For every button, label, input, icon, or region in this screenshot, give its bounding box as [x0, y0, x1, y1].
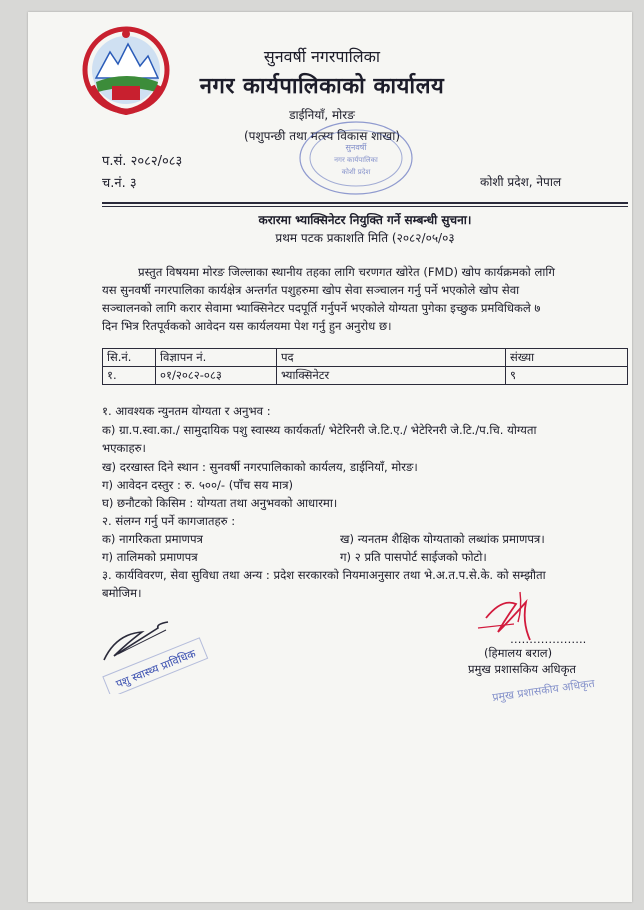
documents-heading: २. संलग्न गर्नु पर्ने कागजातहरु : — [102, 514, 236, 528]
notice-body — [102, 263, 638, 335]
document-item: क) नागरिकता प्रमाणपत्र — [102, 532, 203, 546]
notice-body-line: प्रस्तुत विषयमा मोरङ जिल्लाका स्थानीय तहका लागि चरणगत खोरेत (FMD) खोप कार्यक्रमको लागि — [138, 265, 555, 279]
svg-text:सुनवर्षी: सुनवर्षी — [345, 143, 367, 152]
signatory-name: (हिमालय बराल) — [484, 646, 553, 660]
header-divider-thin — [102, 206, 628, 207]
publication-date: प्रथम पटक प्रकाशति मिति (२०८२/०५/०३ — [275, 231, 455, 245]
technician-stamp-icon — [96, 604, 216, 694]
header-divider — [102, 202, 628, 204]
province-label: कोशी प्रदेश, नेपाल — [480, 175, 562, 189]
office-seal-stamp-icon — [296, 118, 416, 198]
notice-subject: करारमा भ्याक्सिनेटर नियुक्ति गर्ने सम्बन्धी सुचना। — [258, 213, 472, 227]
signatory-title: प्रमुख प्रशासकिय अधिकृत — [468, 662, 576, 676]
document-item: ग) तालिमको प्रमाणपत्र — [102, 550, 198, 564]
dispatch-number: च.नं. ३ — [102, 176, 137, 191]
application-fee: ग) आवेदन दस्तुर : रु. ५००/- (पाँच सय मात्र) — [102, 478, 294, 492]
table-header-row — [103, 349, 628, 367]
terms-line: ३. कार्यविवरण, सेवा सुविधा तथा अन्य : प्रदेश सरकारको नियमाअनुसार तथा भे.अ.त.प.से.के. को सम्झौता — [102, 568, 546, 582]
cell-serial: १. — [103, 367, 156, 385]
svg-text:कोशी प्रदेश: कोशी प्रदेश — [341, 168, 371, 176]
cell-count: ९ — [506, 367, 628, 385]
municipality-name: सुनवर्षी नगरपालिका — [263, 47, 381, 66]
branch-name: (पशुपन्छी तथा मत्स्य विकास शाखा) — [243, 129, 401, 143]
notice-body-line: यस सुनवर्षी नगरपालिका कार्यक्षेत्र अन्तर्गत पशुहरुमा खोप सेवा सञ्चालन गर्नु पर्ने भएकोले खोप सेवा — [102, 283, 520, 297]
qualification-line: भएकाहरु। — [102, 441, 146, 455]
cell-post: भ्याक्सिनेटर — [277, 367, 506, 385]
document-item: ग) २ प्रति पासपोर्ट साईजको फोटो। — [340, 550, 487, 564]
svg-text:पशु स्वास्थ्य प्राविधिक: पशु स्वास्थ्य प्राविधिक — [114, 647, 198, 691]
qualification-heading: १. आवश्यक न्युनतम योग्यता र अनुभव : — [102, 404, 271, 418]
col-serial: सि.नं. — [103, 349, 156, 367]
terms-line: बमोजिम। — [102, 586, 142, 600]
svg-text:प्रमुख प्रशासकीय अधिकृत: प्रमुख प्रशासकीय अधिकृत — [491, 676, 596, 705]
col-count: संख्या — [506, 349, 628, 367]
document-item: ख) न्यनतम शैक्षिक योग्यताको लब्धांक प्रमाणपत्र। — [340, 532, 545, 546]
col-post: पद — [277, 349, 506, 367]
svg-text:नगर कार्यपालिका: नगर कार्यपालिका — [334, 156, 378, 164]
office-name: नगर कार्यपालिकाको कार्यालय — [199, 74, 445, 99]
reference-number: प.सं. २०८२/०८३ — [102, 154, 183, 169]
qualification-line: क) ग्रा.प.स्वा.का./ सामुदायिक पशु स्वास्थ्य कार्यकर्ता/ भेटेरिनरी जे.टि.ए./ भेटेरिनरी जे.टि./प.चि. योग्यता — [102, 423, 537, 437]
col-advert-no: विज्ञापन नं. — [156, 349, 277, 367]
officer-stamp-icon — [468, 664, 618, 710]
table-row — [103, 367, 628, 385]
selection-method: घ) छनौटको किसिम : योग्यता तथा अनुभवको आधारमा। — [102, 496, 338, 510]
notice-body-line: सञ्चालनको लागि करार सेवामा भ्याक्सिनेटर पदपूर्ति गर्नुपर्ने भएकोले योग्यता पुगेका इच्छुक प्रमविधिकले ७ — [102, 301, 541, 315]
office-location: डाईनियाँ, मोरङ — [289, 108, 355, 122]
notice-body-line: दिन भित्र रितपूर्वकको आवेदन यस कार्यलयमा पेश गर्नु हुन अनुरोध छ। — [102, 319, 392, 333]
vacancy-table — [102, 348, 628, 385]
application-place: ख) दरखास्त दिने स्थान : सुनवर्षी नगरपालिकाको कार्यलय, डाईनियाँ, मोरङ। — [102, 460, 418, 474]
cell-advert-no: ०१/२०८२-०८३ — [156, 367, 277, 385]
signature-line: ……………….. — [510, 632, 587, 646]
